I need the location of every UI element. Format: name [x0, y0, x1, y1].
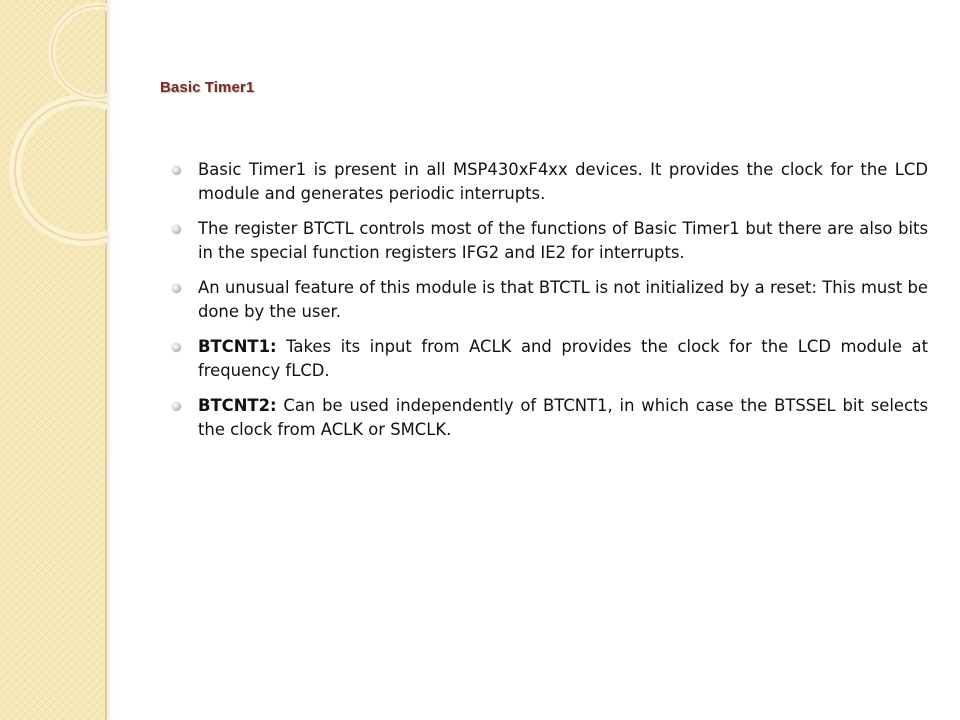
bullet-lead: BTCNT2:	[198, 396, 277, 415]
bullet-text: Basic Timer1 is present in all MSP430xF4xx devices. It provides the clock for the LCD module and generates periodic interrupts.	[198, 160, 928, 203]
slide-title: Basic Timer1	[160, 79, 255, 96]
list-item	[172, 158, 928, 206]
bullet-text: Can be used independently of BTCNT1, in which case the BTSSEL bit selects the clock from ACLK or SMCLK.	[198, 396, 928, 439]
bullet-icon	[172, 402, 181, 411]
bullet-text: An unusual feature of this module is that BTCTL is not initialized by a reset: This must be done by the user.	[198, 278, 928, 321]
bullet-text: Takes its input from ACLK and provides the clock for the LCD module at frequency fLCD.	[198, 337, 928, 380]
decorative-side-panel	[0, 0, 107, 720]
bullet-list	[172, 158, 928, 453]
bullet-icon	[172, 225, 181, 234]
list-item	[172, 394, 928, 442]
bullet-icon	[172, 343, 181, 352]
bullet-lead: BTCNT1:	[198, 337, 277, 356]
bullet-icon	[172, 284, 181, 293]
list-item	[172, 335, 928, 383]
decorative-rings-icon	[0, 0, 107, 720]
bullet-icon	[172, 166, 181, 175]
bullet-text: The register BTCTL controls most of the functions of Basic Timer1 but there are also bits in the special function registers IFG2 and IE2 for interrupts.	[198, 219, 928, 262]
list-item	[172, 276, 928, 324]
list-item	[172, 217, 928, 265]
